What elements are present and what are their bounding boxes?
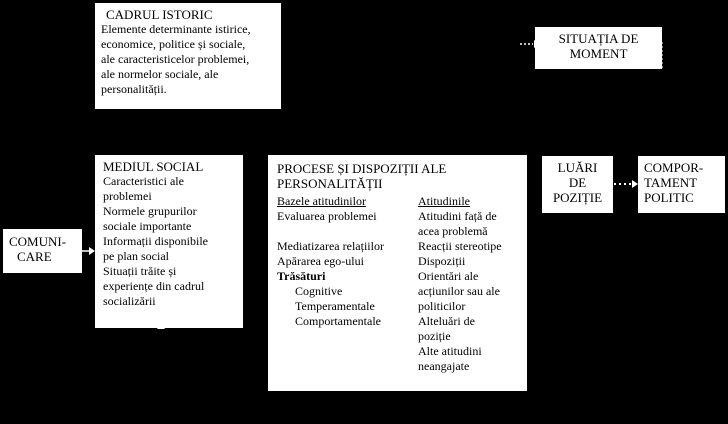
mediul-social-line: Situații trăite și [103, 264, 177, 278]
arrowhead-up-mediul [157, 323, 165, 329]
mediul-social-line: Informații disponibile [103, 234, 208, 248]
comportament-line: TAMENT [644, 175, 698, 190]
atitudine-line: Alteluări de [418, 314, 475, 328]
atitudine-line: Dispoziții [418, 254, 466, 268]
arrowhead-comunicare [89, 247, 95, 255]
bazele-atitudinilor-header: Bazele atitudinilor [277, 194, 366, 208]
atitudine-line: Alte atitudini [418, 344, 482, 358]
procese-title: PROCESE ȘI DISPOZIȚII ALE [277, 161, 447, 176]
trasaturi-header: Trăsături [277, 269, 326, 283]
cadrul-istoric-line: economice, politice și sociale, [101, 37, 246, 51]
atitudine-line: acea problemă [418, 224, 488, 238]
mediul-social-line: socializării [103, 294, 156, 308]
comunicare-line: CARE [17, 249, 52, 264]
comportament-line: COMPOR- [644, 160, 704, 175]
trasatura-item: Cognitive [295, 284, 343, 298]
luari-line: POZIȚIE [552, 190, 603, 205]
situatia-line: SITUAȚIA DE [558, 31, 639, 46]
atitudine-line: poziție [418, 329, 451, 343]
baza-item: Apărarea ego-ului [277, 254, 364, 268]
mediul-social-line: Normele grupurilor [103, 204, 197, 218]
cadrul-istoric-title: CADRUL ISTORIC [106, 7, 213, 22]
mediul-social-title: MEDIUL SOCIAL [103, 159, 204, 174]
atitudine-line: acțiunilor sau ale [418, 284, 500, 298]
luari-line: LUĂRI [557, 160, 598, 175]
baza-item: Mediatizarea relațiilor [277, 239, 384, 253]
comportament-line: POLITIC [644, 190, 694, 205]
atitudinile-header: Atitudinile [418, 194, 470, 208]
comunicare-line: COMUNI- [9, 234, 67, 249]
mediul-social-line: experiențe din cadrul [103, 279, 205, 293]
arrowhead-comportament [632, 180, 638, 188]
atitudine-line: Reacții stereotipe [418, 239, 502, 253]
atitudine-line: neangajate [418, 359, 470, 373]
mediul-social-line: Caracteristici ale [103, 174, 184, 188]
cadrul-istoric-line: ale normelor sociale, ale [101, 67, 219, 81]
trasatura-item: Temperamentale [295, 299, 375, 313]
mediul-social-line: pe plan social [103, 249, 169, 263]
cadrul-istoric-line: personalității. [101, 82, 167, 96]
mediul-social-line: sociale importante [103, 219, 192, 233]
atitudine-line: Orientări ale [418, 269, 479, 283]
situatia-line: MOMENT [569, 46, 628, 61]
procese-title: PERSONALITĂȚII [277, 176, 383, 191]
luari-line: DE [568, 175, 587, 190]
cadrul-istoric-line: ale caracteristicelor problemei, [101, 52, 250, 66]
mediul-social-line: problemei [103, 189, 152, 203]
atitudine-line: Atitudini față de [418, 209, 497, 223]
cadrul-istoric-line: Elemente determinante istirice, [101, 22, 251, 36]
atitudine-line: politicilor [418, 299, 466, 313]
trasatura-item: Comportamentale [295, 314, 381, 328]
baza-item: Evaluarea problemei [277, 209, 377, 223]
arrowhead-situatia [534, 40, 540, 48]
